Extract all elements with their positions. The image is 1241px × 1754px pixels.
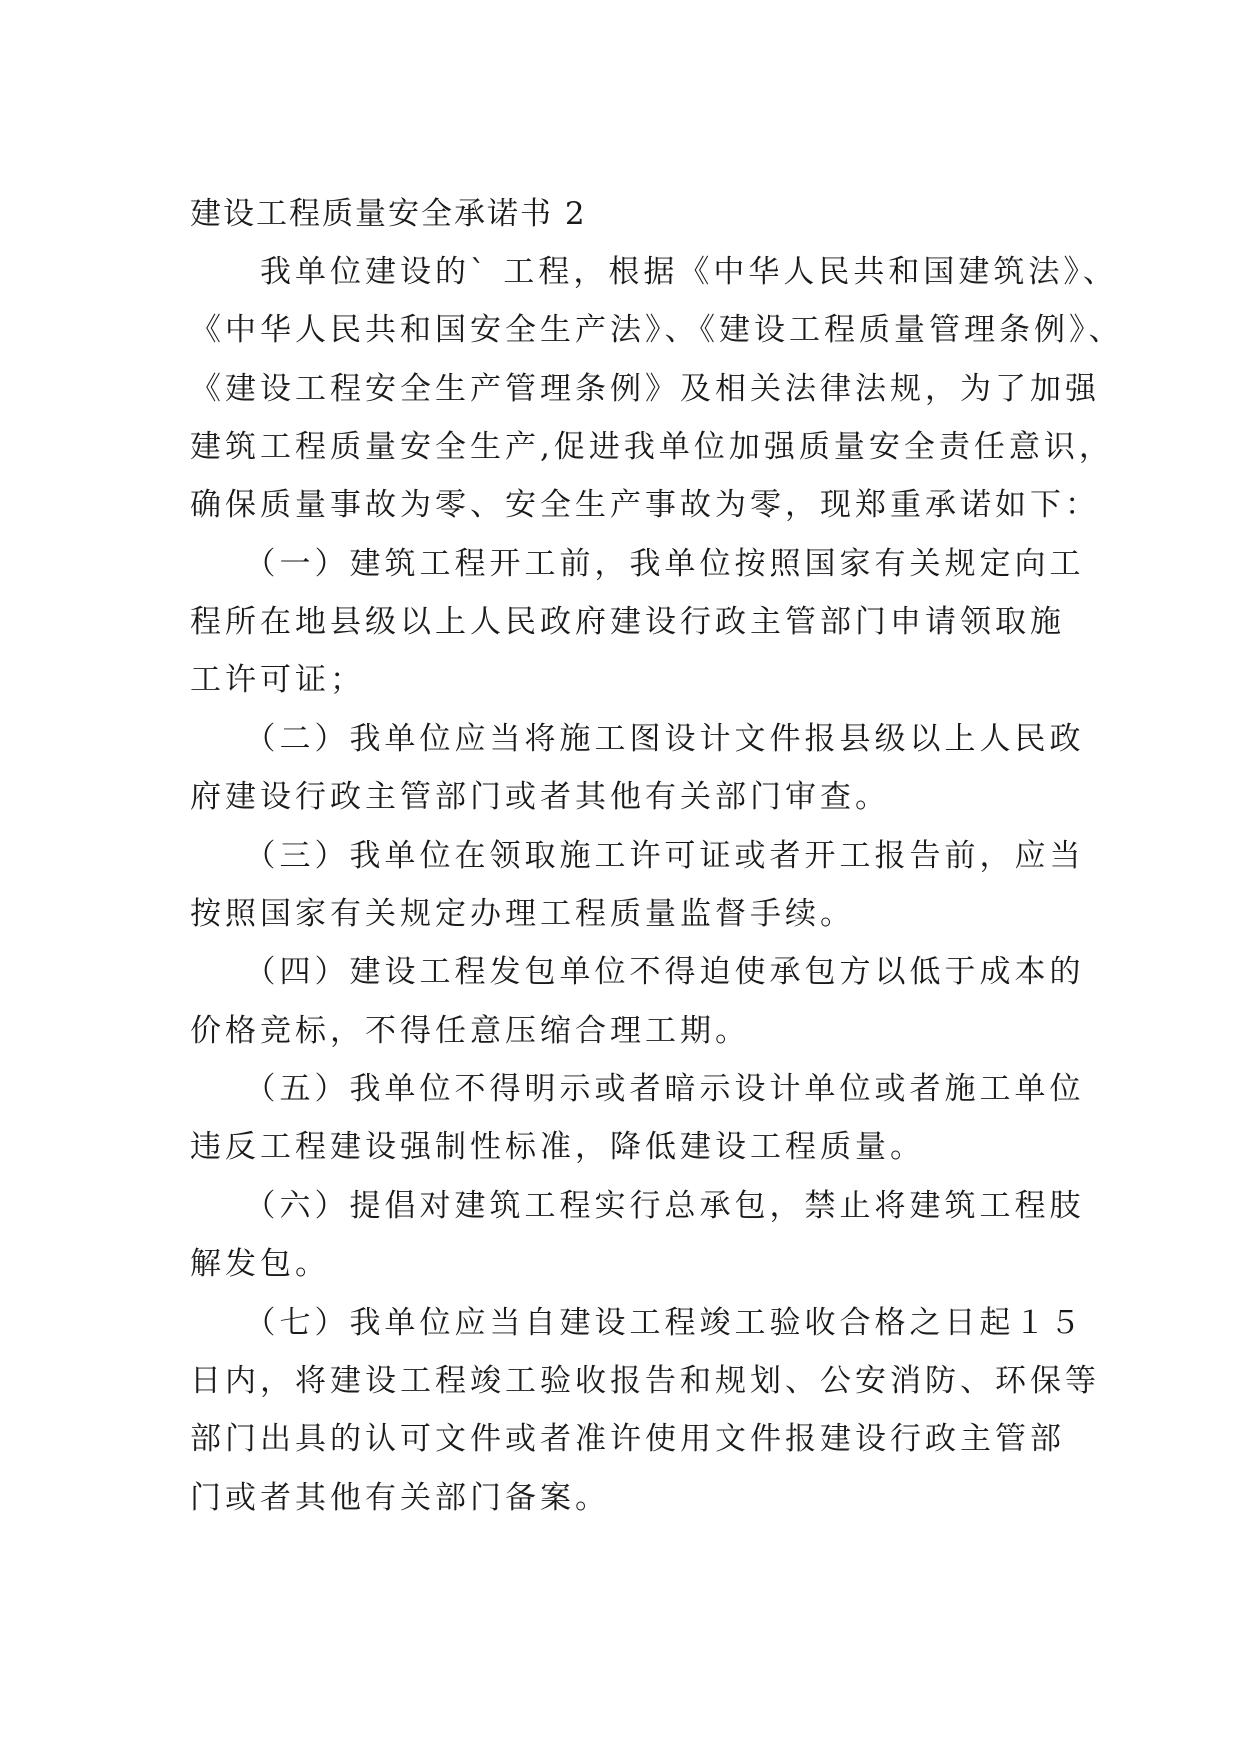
paragraph-line: 违反工程建设强制性标准，降低建设工程质量。 — [190, 1129, 925, 1165]
paragraph-line: （六）提倡对建筑工程实行总承包，禁止将建筑工程肢 — [190, 1188, 1085, 1224]
paragraph-line: 解发包。 — [190, 1246, 330, 1282]
paragraph-line: 《中华人民共和国安全生产法》、《建设工程质量管理条例》、 — [190, 312, 1124, 348]
paragraph-line: （五）我单位不得明示或者暗示设计单位或者施工单位 — [190, 1071, 1085, 1107]
paragraph-line: 按照国家有关规定办理工程质量监督手续。 — [190, 896, 855, 932]
paragraph-line: （七）我单位应当自建设工程竣工验收合格之日起１５ — [190, 1305, 1085, 1341]
paragraph-line: （三）我单位在领取施工许可证或者开工报告前，应当 — [190, 838, 1085, 874]
paragraph-line: 工许可证； — [190, 662, 365, 698]
paragraph-line: 确保质量事故为零、安全生产事故为零，现郑重承诺如下： — [190, 487, 1100, 523]
paragraph-line: 我单位建设的` 工程，根据《中华人民共和国建筑法》、 — [190, 254, 1118, 290]
paragraph-line: （一）建筑工程开工前，我单位按照国家有关规定向工 — [190, 546, 1085, 582]
paragraph-line: 建筑工程质量安全生产,促进我单位加强质量安全责任意识， — [190, 429, 1114, 465]
paragraph-line: （四）建设工程发包单位不得迫使承包方以低于成本的 — [190, 954, 1085, 990]
paragraph-line: 日内，将建设工程竣工验收报告和规划、公安消防、环保等 — [190, 1363, 1100, 1399]
paragraph-line: 部门出具的认可文件或者准许使用文件报建设行政主管部 — [190, 1421, 1065, 1457]
paragraph-line: 《建设工程安全生产管理条例》及相关法律法规，为了加强 — [190, 371, 1100, 407]
paragraph-line: 府建设行政主管部门或者其他有关部门审查。 — [190, 779, 890, 815]
paragraph-line: 门或者其他有关部门备案。 — [190, 1480, 610, 1516]
paragraph-line: 程所在地县级以上人民政府建设行政主管部门申请领取施 — [190, 604, 1065, 640]
document-title: 建设工程质量安全承诺书 2 — [190, 196, 587, 232]
paragraph-line: 价格竞标，不得任意压缩合理工期。 — [190, 1013, 750, 1049]
paragraph-line: （二）我单位应当将施工图设计文件报县级以上人民政 — [190, 721, 1085, 757]
